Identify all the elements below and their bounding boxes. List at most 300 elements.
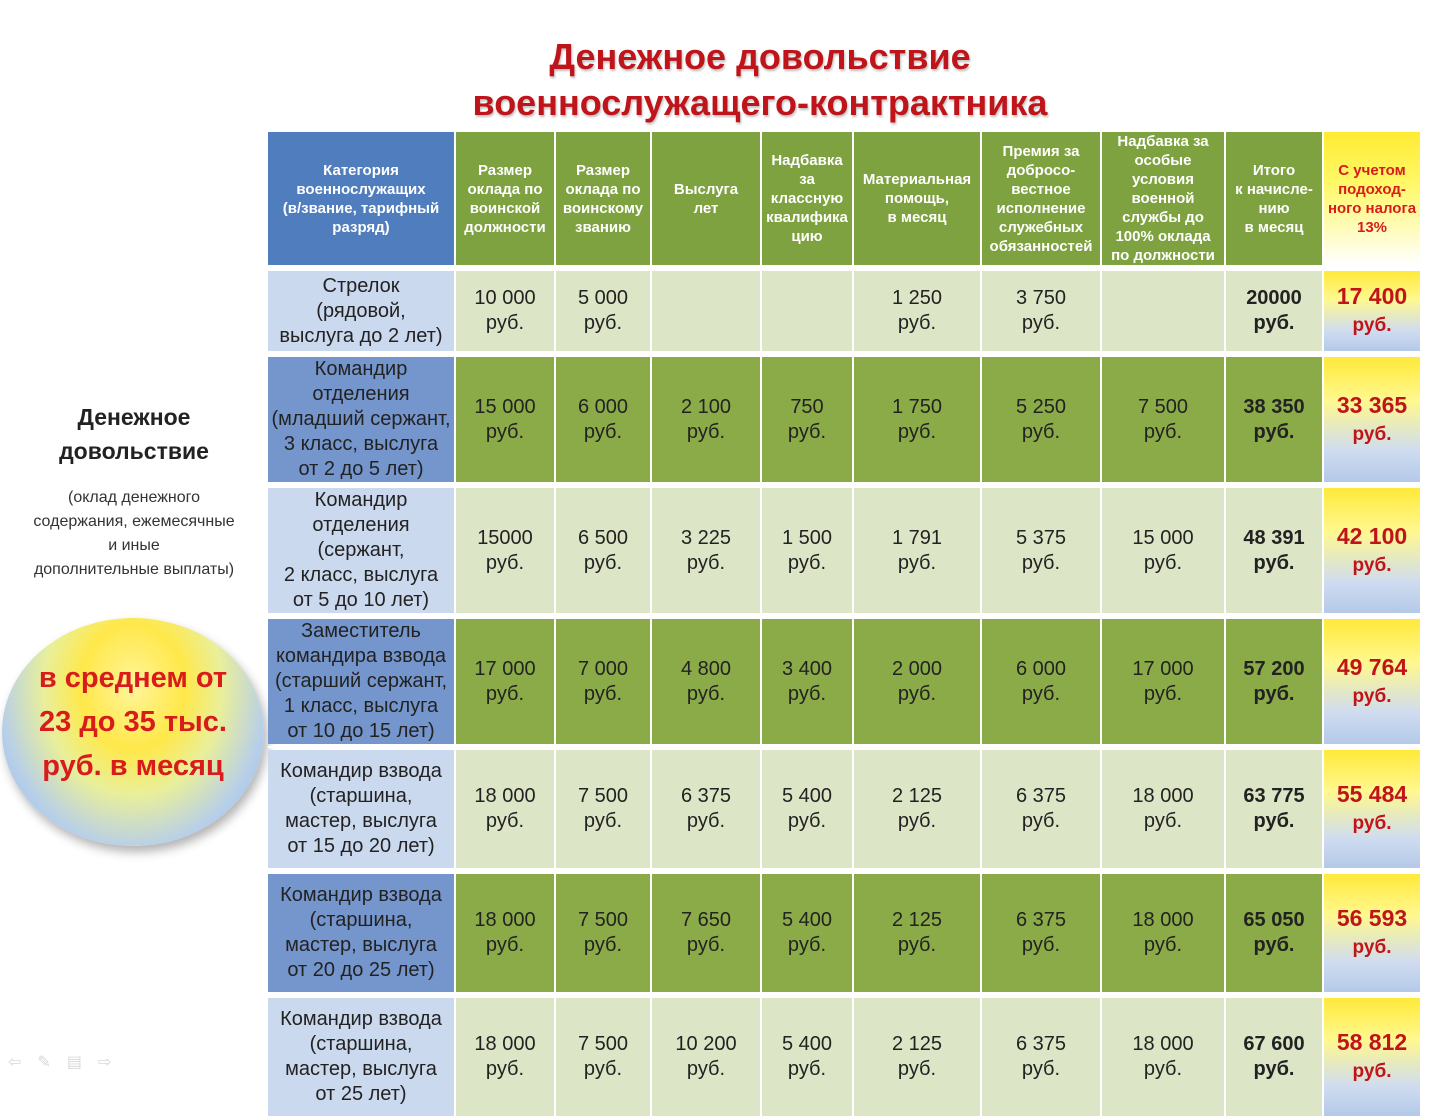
amount: 1 500 — [781, 526, 833, 549]
amount: 7 650 — [680, 909, 732, 931]
amount: 3 750 — [1015, 287, 1067, 309]
row-separator — [268, 267, 1420, 269]
category-cell — [268, 998, 454, 1116]
amount: 7 000 — [577, 657, 629, 680]
currency: руб. — [485, 682, 525, 705]
average-salary-callout — [2, 618, 264, 846]
value-cell — [854, 998, 980, 1116]
column-header-line: помощь, — [884, 190, 950, 207]
currency: руб. — [1143, 551, 1183, 574]
column-header-line: Материальная — [862, 171, 972, 188]
value-cell — [854, 488, 980, 613]
currency: руб. — [897, 551, 937, 574]
column-header-line: Итого — [1252, 161, 1296, 179]
category-cell — [268, 357, 454, 482]
pen-icon[interactable]: ✎ — [37, 1054, 51, 1071]
table-row — [268, 357, 1420, 482]
amount: 6 500 — [577, 526, 629, 549]
category-line: командира взвода — [275, 645, 447, 667]
currency: руб. — [1253, 312, 1295, 334]
currency: руб. — [897, 312, 937, 334]
column-header-line: служебных — [998, 218, 1084, 236]
side-heading-line-1: Денежное — [77, 404, 191, 430]
row-separator — [268, 484, 1420, 486]
column-header-line: воинскому — [562, 199, 644, 217]
currency: руб. — [897, 420, 937, 443]
amount: 57 200 — [1243, 657, 1305, 680]
currency: руб. — [1253, 1058, 1295, 1080]
table-row — [268, 271, 1420, 351]
category-line: (сержант, — [317, 539, 405, 561]
value-cell — [1102, 488, 1224, 613]
currency: руб. — [787, 1058, 827, 1080]
currency: руб. — [583, 420, 623, 443]
amount: 15000 — [477, 526, 533, 549]
value-cell — [854, 874, 980, 992]
column-header-line: подоход- — [1338, 180, 1406, 198]
total-cell — [1226, 750, 1322, 868]
value-cell — [762, 750, 852, 868]
category-line: Стрелок — [322, 274, 400, 297]
amount: 18 000 — [474, 1033, 536, 1055]
amount: 6 375 — [680, 785, 732, 807]
category-line: мастер, выслуга — [285, 1058, 437, 1080]
value-cell — [652, 488, 760, 613]
amount: 1 791 — [891, 526, 943, 549]
amount: 18 000 — [1132, 1033, 1194, 1055]
after-tax-currency: руб. — [1352, 937, 1392, 958]
column-header-line: службы до — [1122, 209, 1204, 226]
category-line: 3 класс, выслуга — [283, 433, 439, 455]
currency: руб. — [897, 1058, 937, 1080]
column-header-line: цию — [791, 228, 823, 245]
column-header-line: разряд) — [332, 218, 390, 236]
total-cell — [1226, 874, 1322, 992]
amount: 7 500 — [1137, 395, 1189, 418]
value-cell — [762, 271, 852, 351]
after-tax-cell — [1324, 750, 1420, 868]
column-header-line: Категория — [323, 161, 399, 179]
slide-nav-controls[interactable] — [8, 1052, 111, 1072]
row-separator — [268, 615, 1420, 617]
total-cell — [1226, 271, 1322, 351]
value-cell — [456, 271, 554, 351]
table-row — [268, 619, 1420, 744]
category-line: 2 класс, выслуга — [283, 564, 439, 586]
currency: руб. — [897, 934, 937, 956]
column-header-line: за — [799, 171, 815, 188]
currency: руб. — [1143, 420, 1183, 443]
after-tax-cell — [1324, 357, 1420, 482]
category-line: Командир — [314, 358, 408, 380]
amount: 1 250 — [891, 287, 943, 309]
category-cell — [268, 619, 454, 744]
amount: 4 800 — [680, 657, 732, 680]
total-cell — [1226, 619, 1322, 744]
currency: руб. — [583, 551, 623, 574]
amount: 3 225 — [680, 526, 732, 549]
total-cell — [1226, 488, 1322, 613]
category-line: (младший сержант, — [271, 408, 451, 430]
column-header-line: воинской — [469, 199, 541, 217]
after-tax-currency: руб. — [1352, 315, 1392, 336]
amount: 6 000 — [577, 395, 629, 418]
value-cell — [556, 488, 650, 613]
amount: 15 000 — [474, 395, 536, 418]
value-cell — [556, 271, 650, 351]
category-line: от 15 до 20 лет) — [287, 835, 435, 857]
column-header-line: Размер — [575, 161, 631, 179]
amount: 750 — [790, 395, 824, 418]
value-cell — [1102, 357, 1224, 482]
currency: руб. — [583, 1058, 623, 1080]
after-tax-cell — [1324, 874, 1420, 992]
currency: руб. — [686, 810, 726, 832]
category-cell — [268, 488, 454, 613]
currency: руб. — [1253, 934, 1295, 956]
value-cell — [456, 357, 554, 482]
amount: 18 000 — [474, 909, 536, 931]
category-line: от 2 до 5 лет) — [298, 458, 424, 480]
column-header-line: исполнение — [996, 199, 1086, 217]
column-header-position-salary — [456, 132, 554, 265]
salary-table — [266, 130, 1422, 1118]
currency: руб. — [1021, 312, 1061, 334]
value-cell — [652, 271, 760, 351]
currency: руб. — [686, 420, 726, 443]
value-cell — [1102, 750, 1224, 868]
row-separator-cell — [268, 994, 1420, 996]
category-cell — [268, 750, 454, 868]
amount: 6 375 — [1015, 785, 1067, 807]
amount: 5 400 — [781, 1033, 833, 1055]
column-header-qualification-bonus — [762, 132, 852, 265]
amount: 5 375 — [1015, 526, 1067, 549]
amount: 5 400 — [781, 909, 833, 931]
total-cell — [1226, 357, 1322, 482]
column-header-total — [1226, 132, 1322, 265]
column-header-line: в месяц — [887, 209, 947, 226]
currency: руб. — [787, 420, 827, 443]
category-line: отделения — [312, 383, 410, 405]
amount: 15 000 — [1132, 526, 1194, 549]
currency: руб. — [485, 810, 525, 832]
currency: руб. — [485, 420, 525, 443]
value-cell — [1102, 271, 1224, 351]
value-cell — [762, 619, 852, 744]
amount: 67 600 — [1243, 1033, 1305, 1055]
category-line: выслуга до 2 лет) — [279, 324, 443, 347]
column-header-line: званию — [575, 218, 631, 236]
row-separator — [268, 870, 1420, 872]
value-cell — [1102, 998, 1224, 1116]
value-cell — [556, 619, 650, 744]
category-line: от 10 до 15 лет) — [287, 720, 435, 742]
column-header-line: Надбавка — [771, 152, 843, 169]
currency: руб. — [1253, 682, 1295, 705]
currency: руб. — [1143, 1058, 1183, 1080]
amount: 2 100 — [680, 395, 732, 418]
column-header-bonus — [982, 132, 1100, 265]
value-cell — [854, 357, 980, 482]
value-cell — [456, 998, 554, 1116]
column-header-line: обязанностей — [989, 237, 1093, 255]
currency: руб. — [583, 682, 623, 705]
column-header-line: военной — [1131, 190, 1195, 207]
currency: руб. — [1021, 420, 1061, 443]
currency: руб. — [1021, 934, 1061, 956]
currency: руб. — [1021, 1058, 1061, 1080]
amount: 1 750 — [891, 395, 943, 418]
after-tax-cell — [1324, 998, 1420, 1116]
page-title — [330, 34, 1190, 126]
value-cell — [854, 271, 980, 351]
currency: руб. — [1253, 551, 1295, 574]
currency: руб. — [897, 682, 937, 705]
category-line: Командир взвода — [280, 884, 442, 906]
after-tax-amount: 58 812 — [1336, 1029, 1408, 1055]
amount: 17 000 — [1132, 657, 1194, 680]
column-header-line: оклада по — [565, 180, 641, 198]
next-slide-icon[interactable]: ⇨ — [97, 1054, 112, 1071]
category-line: Командир — [314, 489, 408, 511]
after-tax-cell — [1324, 619, 1420, 744]
row-separator — [268, 746, 1420, 748]
column-header-line: добросо- — [1006, 161, 1076, 179]
value-cell — [982, 357, 1100, 482]
currency: руб. — [1253, 420, 1295, 443]
page-title-line-1: Денежное довольствие — [549, 36, 971, 77]
column-header-line: (в/звание, тарифный — [282, 199, 440, 217]
value-cell — [854, 619, 980, 744]
column-header-line: особые — [1134, 152, 1192, 169]
amount: 18 000 — [1132, 909, 1194, 931]
currency: руб. — [686, 682, 726, 705]
total-cell — [1226, 998, 1322, 1116]
after-tax-amount: 42 100 — [1336, 522, 1408, 549]
currency: руб. — [1021, 682, 1061, 705]
side-subtext-line-1: (оклад денежного — [67, 489, 201, 506]
column-header-line: Надбавка за — [1117, 133, 1209, 150]
column-header-line: Размер — [477, 161, 533, 179]
after-tax-currency: руб. — [1352, 554, 1392, 576]
value-cell — [1102, 619, 1224, 744]
currency: руб. — [686, 551, 726, 574]
amount: 6 375 — [1015, 1033, 1067, 1055]
row-separator-cell — [268, 267, 1420, 269]
after-tax-cell — [1324, 271, 1420, 351]
value-cell — [556, 750, 650, 868]
side-heading — [20, 400, 248, 468]
amount: 17 000 — [474, 657, 536, 680]
currency: руб. — [485, 312, 525, 334]
column-header-line: по должности — [1111, 247, 1215, 264]
amount: 20000 — [1246, 287, 1302, 309]
category-line: (старшина, — [309, 1033, 413, 1055]
value-cell — [982, 998, 1100, 1116]
row-separator — [268, 994, 1420, 996]
value-cell — [556, 357, 650, 482]
currency: руб. — [787, 682, 827, 705]
column-header-line: лет — [693, 199, 719, 217]
table-row — [268, 750, 1420, 868]
table-row — [268, 874, 1420, 992]
value-cell — [652, 874, 760, 992]
row-separator-cell — [268, 484, 1420, 486]
after-tax-currency: руб. — [1352, 1061, 1392, 1082]
side-subtext-line-2: содержания, ежемесячные — [33, 513, 235, 530]
column-header-line: квалифика — [766, 209, 848, 226]
after-tax-cell — [1324, 488, 1420, 613]
column-header-line: военнослужащих — [296, 180, 426, 198]
column-header-line: оклада по — [467, 180, 543, 198]
previous-slide-icon[interactable]: ⇦ — [8, 1054, 22, 1071]
category-line: (старшина, — [309, 909, 413, 931]
amount: 2 125 — [891, 909, 943, 931]
category-line: от 25 лет) — [315, 1083, 407, 1105]
category-line: Заместитель — [301, 620, 421, 642]
currency: руб. — [583, 934, 623, 956]
category-line: Командир взвода — [280, 760, 442, 782]
value-cell — [556, 874, 650, 992]
value-cell — [456, 619, 554, 744]
value-cell — [982, 874, 1100, 992]
row-separator-cell — [268, 353, 1420, 355]
amount: 18 000 — [1132, 785, 1194, 807]
category-cell — [268, 874, 454, 992]
row-separator-cell — [268, 870, 1420, 872]
value-cell — [1102, 874, 1224, 992]
currency: руб. — [583, 312, 623, 334]
currency: руб. — [897, 810, 937, 832]
side-subtext-line-3: и иные — [108, 537, 160, 554]
currency: руб. — [686, 1058, 726, 1080]
currency: руб. — [787, 934, 827, 956]
row-separator-cell — [268, 746, 1420, 748]
row-separator-cell — [268, 615, 1420, 617]
column-header-line: 13% — [1356, 218, 1388, 236]
after-tax-amount: 55 484 — [1336, 781, 1408, 807]
column-header-line: ного налога — [1327, 199, 1417, 217]
column-header-line: вестное — [1011, 180, 1071, 198]
amount: 10 000 — [474, 287, 536, 309]
currency: руб. — [1253, 810, 1295, 832]
row-separator — [268, 353, 1420, 355]
category-line: отделения — [312, 514, 410, 536]
value-cell — [652, 998, 760, 1116]
column-header-line: к начисле- — [1235, 180, 1313, 198]
value-cell — [456, 874, 554, 992]
category-line: (старшина, — [309, 785, 413, 807]
side-heading-line-2: довольствие — [59, 438, 209, 464]
amount: 6 000 — [1015, 657, 1067, 680]
after-tax-amount: 17 400 — [1336, 283, 1408, 309]
column-header-line: Премия за — [1002, 142, 1080, 160]
value-cell — [762, 357, 852, 482]
side-subtext-line-4: дополнительные выплаты) — [33, 561, 235, 578]
after-tax-amount: 33 365 — [1336, 391, 1408, 418]
category-line: мастер, выслуга — [285, 934, 437, 956]
amount: 63 775 — [1243, 785, 1305, 807]
column-header-line: нию — [1258, 199, 1290, 217]
after-tax-currency: руб. — [1352, 813, 1392, 834]
amount: 2 125 — [891, 785, 943, 807]
value-cell — [456, 488, 554, 613]
currency: руб. — [485, 1058, 525, 1080]
amount: 7 500 — [577, 785, 629, 807]
currency: руб. — [583, 810, 623, 832]
column-header-line: условия — [1132, 171, 1194, 188]
value-cell — [762, 998, 852, 1116]
currency: руб. — [1021, 551, 1061, 574]
category-cell — [268, 271, 454, 351]
value-cell — [762, 488, 852, 613]
amount: 3 400 — [781, 657, 833, 680]
amount: 10 200 — [675, 1033, 737, 1055]
amount: 5 250 — [1015, 395, 1067, 418]
category-line: (старший сержант, — [274, 670, 448, 692]
column-header-category — [268, 132, 454, 265]
currency: руб. — [485, 551, 525, 574]
category-line: Командир взвода — [280, 1008, 442, 1030]
value-cell — [982, 271, 1100, 351]
value-cell — [456, 750, 554, 868]
amount: 65 050 — [1243, 909, 1305, 931]
category-line: мастер, выслуга — [285, 810, 437, 832]
column-header-line: классную — [770, 190, 844, 207]
after-tax-currency: руб. — [1352, 423, 1392, 445]
column-header-after-tax — [1324, 132, 1420, 265]
value-cell — [556, 998, 650, 1116]
column-header-material-aid — [854, 132, 980, 265]
after-tax-amount: 49 764 — [1336, 653, 1408, 680]
column-header-line: С учетом — [1338, 161, 1406, 179]
currency: руб. — [686, 934, 726, 956]
column-header-line: 100% оклада — [1115, 228, 1211, 245]
currency: руб. — [1021, 810, 1061, 832]
average-salary-line-3: руб. в месяц — [42, 750, 224, 782]
amount: 2 000 — [891, 657, 943, 680]
currency: руб. — [485, 934, 525, 956]
value-cell — [652, 357, 760, 482]
table-row — [268, 488, 1420, 613]
currency: руб. — [1143, 934, 1183, 956]
side-subtext — [10, 486, 258, 582]
amount: 38 350 — [1243, 395, 1305, 418]
average-salary-line-1: в среднем от — [38, 662, 228, 694]
menu-icon[interactable]: ▤ — [66, 1054, 82, 1071]
value-cell — [762, 874, 852, 992]
amount: 7 500 — [577, 909, 629, 931]
category-line: 1 класс, выслуга — [283, 695, 439, 717]
table-row — [268, 998, 1420, 1116]
average-salary-line-2: 23 до 35 тыс. — [39, 706, 227, 738]
amount: 18 000 — [474, 785, 536, 807]
value-cell — [854, 750, 980, 868]
column-header-line: должности — [464, 218, 546, 236]
amount: 48 391 — [1243, 526, 1305, 549]
amount: 6 375 — [1015, 909, 1067, 931]
amount: 5 000 — [577, 287, 629, 309]
column-header-rank-salary — [556, 132, 650, 265]
value-cell — [982, 750, 1100, 868]
currency: руб. — [787, 810, 827, 832]
value-cell — [652, 750, 760, 868]
amount: 5 400 — [781, 785, 833, 807]
table-header-row — [268, 132, 1420, 265]
after-tax-currency: руб. — [1352, 685, 1392, 707]
amount: 2 125 — [891, 1033, 943, 1055]
